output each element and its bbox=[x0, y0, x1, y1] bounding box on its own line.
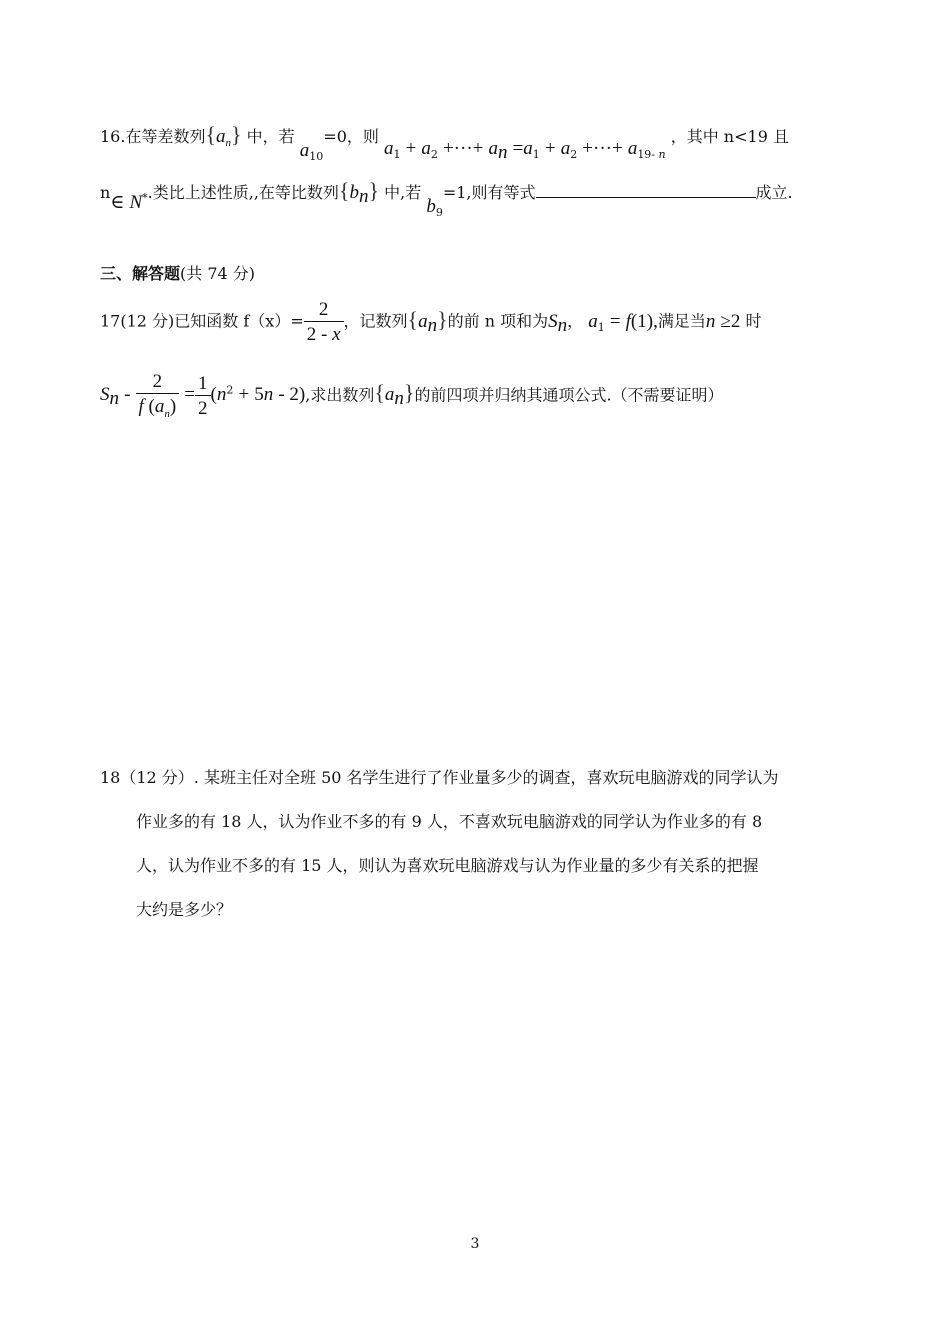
q17-text-1: 17(12 分)已知函数 f（x）= bbox=[100, 311, 304, 331]
fraction-2-over-2-minus-x: $\frac{2}{2 - x}$ bbox=[304, 300, 344, 344]
q17-text-2: ，记数列 bbox=[343, 311, 408, 331]
set-a-n-3: $\{a_n\}$ bbox=[374, 380, 415, 410]
math-sum-identity: $a_1 + a_2$ +···+ $a_n =a_1 + a_2$ +···+ $a_{19- n}$ bbox=[383, 138, 666, 164]
q18-line-3 bbox=[136, 858, 759, 874]
q16-text-2: 中，若 bbox=[246, 127, 295, 146]
math-b9: $b_9$ bbox=[426, 196, 443, 220]
math-recurrence: $S_n$ - $\frac{2}{f (a_n)}$ = $\frac{1}{2}$ $(n^2 + 5n - 2)$ bbox=[100, 371, 306, 420]
q17-text-3: 的前 n 项和为 bbox=[447, 311, 549, 331]
q17-text-4: ， bbox=[567, 311, 584, 331]
set-a-n-2: $\{a_n\}$ bbox=[407, 306, 448, 336]
math-a10: $a_{10}$ bbox=[299, 140, 324, 164]
q18-line-4 bbox=[136, 902, 232, 918]
q16-text-7: 中,若 bbox=[384, 183, 422, 202]
q17-text-6: 时 bbox=[745, 311, 762, 331]
q17-line-1 bbox=[100, 300, 761, 344]
q17-text-8: 的前四项并归纳其通项公式.（不需要证明） bbox=[414, 385, 724, 405]
answer-blank bbox=[536, 197, 756, 198]
q16-line-1 bbox=[100, 122, 789, 164]
q16-line-2 bbox=[100, 178, 793, 220]
q18-line-1 bbox=[100, 770, 779, 786]
q18-text-3: 人，认为作业不多的有 15 人，则认为喜欢玩电脑游戏与认为作业量的多少有关系的把握 bbox=[136, 856, 759, 875]
q18-text-4: 大约是多少？ bbox=[136, 900, 233, 919]
q16-text-1: 16.在等差数列 bbox=[100, 127, 206, 146]
math-S-n: $S_n$ bbox=[548, 310, 568, 336]
q17-text-5: 满足当 bbox=[657, 311, 706, 331]
q16-text-9: 成立. bbox=[755, 183, 793, 202]
math-in-N-star: ∈ N* bbox=[110, 191, 148, 213]
math-a1-eq-f1: $a_1 = f(1)$, bbox=[588, 310, 658, 334]
q16-text-6: .类比上述性质,,在等比数列 bbox=[147, 183, 339, 202]
q18-line-2 bbox=[136, 814, 762, 830]
q16-text-8: =1,则有等式 bbox=[442, 183, 536, 202]
q16-text-4: ，其中 n<19 且 bbox=[670, 127, 789, 146]
q17-text-7: ,求出数列 bbox=[305, 385, 375, 405]
math-n-ge-2: n ≥2 bbox=[705, 310, 741, 332]
set-b-n: $\{b_n\}$ bbox=[338, 178, 380, 208]
set-a-n: $\{a_n\}$ bbox=[205, 122, 242, 150]
q17-line-2 bbox=[100, 372, 724, 420]
q18-text-2: 作业多的有 18 人，认为作业不多的有 9 人，不喜欢玩电脑游戏的同学认为作业多的有 8 bbox=[136, 812, 763, 831]
q16-text-3: =0，则 bbox=[323, 127, 379, 146]
page-number: 3 bbox=[470, 1236, 480, 1252]
section-heading bbox=[100, 266, 255, 282]
q18-text-1: 18（12 分）. 某班主任对全班 50 名学生进行了作业量多少的调查，喜欢玩电脑游戏的同学认为 bbox=[100, 768, 779, 787]
section-title: 三、解答题 bbox=[100, 264, 181, 283]
q16-text-5: n bbox=[100, 183, 111, 202]
section-score: (共 74 分) bbox=[180, 264, 256, 283]
